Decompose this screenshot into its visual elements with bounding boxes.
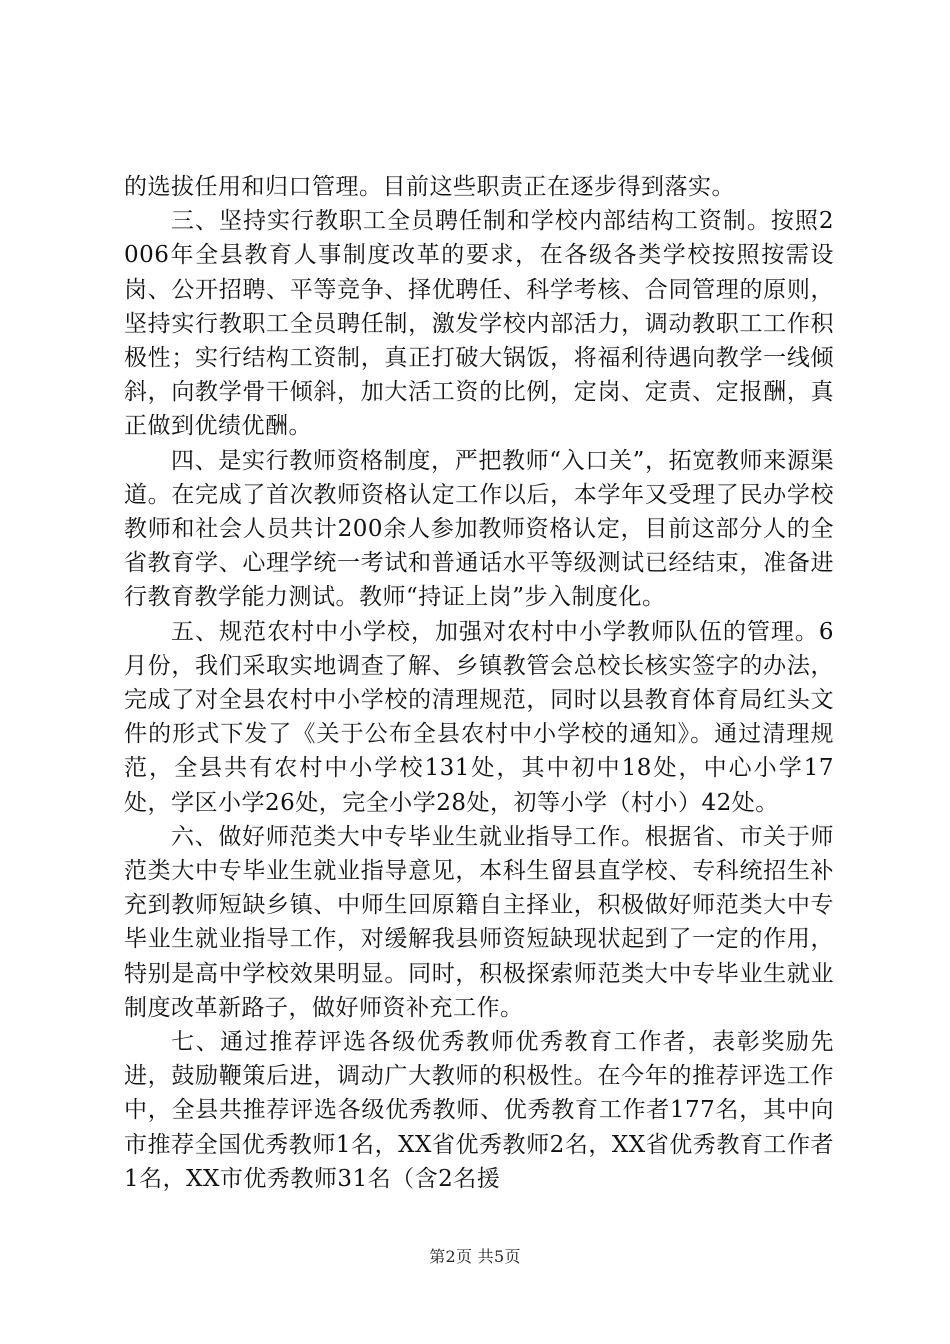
paragraph-5-rural-schools: 五、规范农村中小学校，加强对农村中小学教师队伍的管理。6月份，我们采取实地调查了解、乡镇教管会总校长核实签字的办法，完成了对全县农村中小学校的清理规范，同时以县教育体育局红头文件的形式下发了《关于公布全县农村中小学校的通知》。通过清理规范，全县共有农村中小学校131处，其中初中18处，中心小学17处，学区小学26处，完全小学28处，初等小学（村小）42处。 <box>124 618 834 816</box>
paragraph-7-teacher-awards: 七、通过推荐评选各级优秀教师优秀教育工作者，表彰奖励先进，鼓励鞭策后进，调动广大教师的积极性。在今年的推荐评选工作中，全县共推荐评选各级优秀教师、优秀教育工作者177名，其中向市推荐全国优秀教师1名，XX省优秀教师2名，XX省优秀教育工作者1名，XX市优秀教师31名（含2名援 <box>124 1029 834 1192</box>
page-number-footer: 第2页 共5页 <box>429 1247 521 1266</box>
paragraph-4-teacher-qualification: 四、是实行教师资格制度，严把教师“入口关”，拓宽教师来源渠道。在完成了首次教师资格认定工作以后，本学年又受理了民办学校教师和社会人员共计200余人参加教师资格认定，目前这部分人的全省教育学、心理学统一考试和普通话水平等级测试已经结束，准备进行教育教学能力测试。教师“持证上岗”步入制度化。 <box>124 447 834 611</box>
document-body <box>124 170 834 1196</box>
paragraph-continuation: 的选拔任用和归口管理。目前这些职责正在逐步得到落实。 <box>124 174 735 200</box>
paragraph-3-staff-appointment: 三、坚持实行教职工全员聘任制和学校内部结构工资制。按照2006年全县教育人事制度改革的要求，在各级各类学校按照按需设岗、公开招聘、平等竞争、择优聘任、科学考核、合同管理的原则，坚持实行教职工全员聘任制，激发学校内部活力，调动教职工工作积极性；实行结构工资制，真正打破大锅饭，将福利待遇向教学一线倾斜，向教学骨干倾斜，加大活工资的比例，定岗、定责、定报酬，真正做到优绩优酬。 <box>124 208 834 440</box>
paragraph-6-graduate-employment: 六、做好师范类大中专毕业生就业指导工作。根据省、市关于师范类大中专毕业生就业指导意见，本科生留县直学校、专科统招生补充到教师短缺乡镇、中师生回原籍自主择业，积极做好师范类大中专毕业生就业指导工作，对缓解我县师资短缺现状起到了一定的作用，特别是高中学校效果明显。同时，积极探索师范类大中专毕业生就业制度改革新路子，做好师资补充工作。 <box>124 823 834 1021</box>
